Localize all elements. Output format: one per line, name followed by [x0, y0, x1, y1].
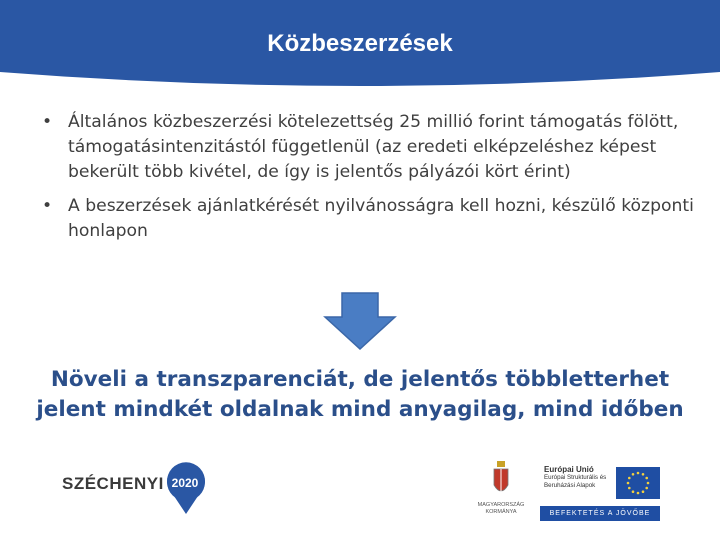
conclusion-text: Növeli a transzparenciát, de jelentős többletterhet jelent mindkét oldalnak mind anyagilag, mind időben [36, 367, 684, 422]
szechenyi-logo-text: SZÉCHENYI [62, 474, 164, 493]
bullet-dot-icon: • [42, 112, 53, 132]
eu-subtitle: Európai Strukturális és Beruházási Alapok [544, 474, 607, 489]
down-arrow-icon [323, 291, 397, 351]
bullet-item [42, 194, 702, 244]
hungary-logo-text: MAGYARORSZÁG KORMÁNYA [477, 502, 525, 515]
slide-title: Közbeszerzések [267, 30, 453, 57]
eu-flag-icon [616, 467, 660, 499]
eu-title: Európai Unió [544, 465, 594, 474]
eu-slogan-bar: BEFEKTETÉS A JÖVŐBE [540, 506, 660, 521]
eu-funds-logo [538, 463, 662, 523]
bullet-dot-icon: • [42, 196, 53, 216]
eu-text-block [544, 465, 610, 490]
coat-of-arms-icon [492, 461, 510, 499]
bullet-item [42, 110, 702, 185]
header-band [0, 0, 720, 92]
bullet-text: Általános közbeszerzési kötelezettség 25 millió forint támogatás fölött, támogatásintenzitástól függetlenül (az eredeti elképzeléshez képest bekerült több kivétel, de így is jelentős pályázói kört érint) [68, 112, 679, 182]
hungary-government-logo [472, 461, 530, 523]
szechenyi-year: 2020 [171, 476, 199, 490]
eu-stars-icon [616, 467, 660, 499]
bullet-list [42, 110, 702, 253]
bullet-text: A beszerzések ajánlatkérését nyilvánosságra kell hozni, készülő központi honlapon [68, 196, 694, 241]
